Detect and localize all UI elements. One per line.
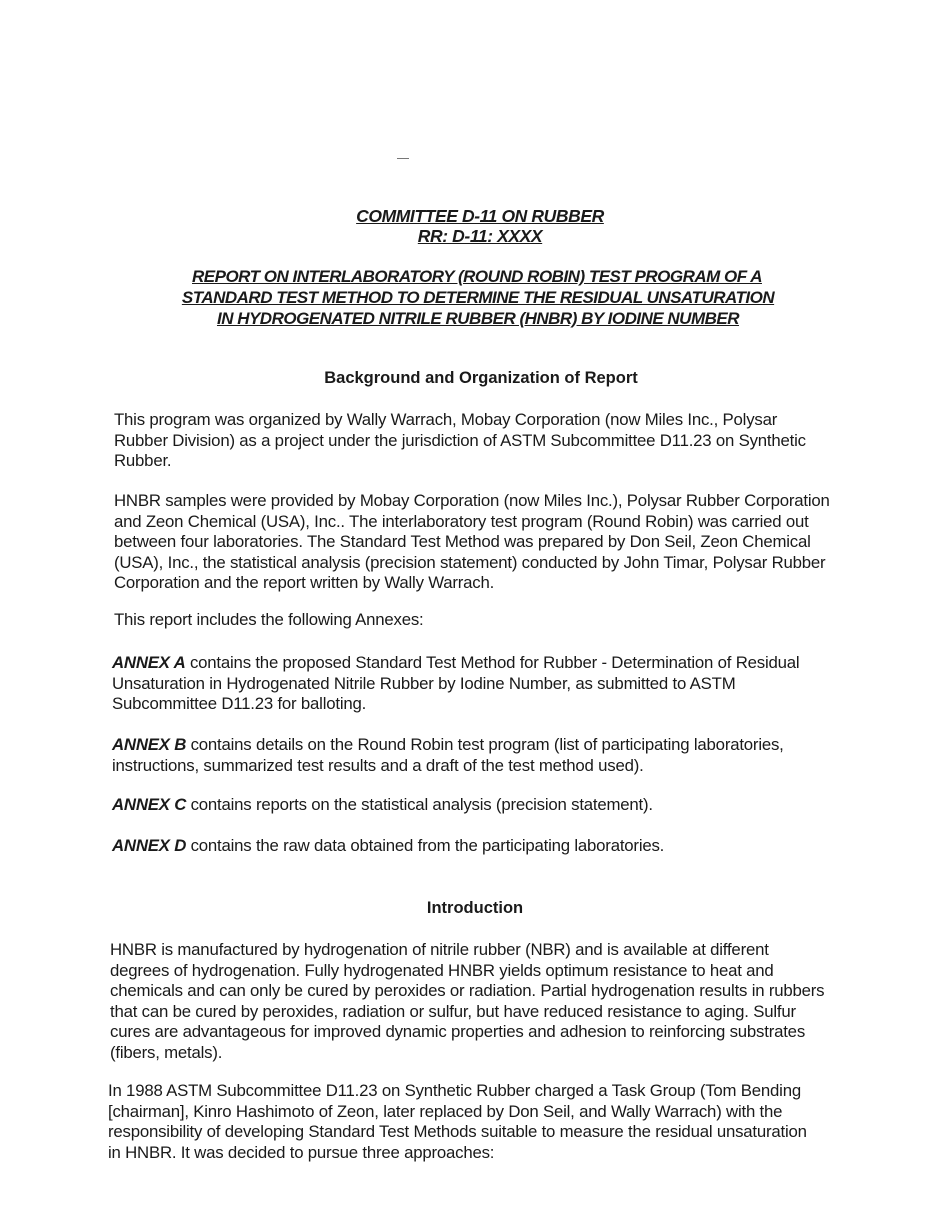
report-number: RR: D-11: XXXX — [417, 226, 543, 246]
introduction-heading: Introduction — [426, 899, 524, 917]
annex-label: ANNEX C — [112, 795, 187, 814]
introduction-paragraph: HNBR is manufactured by hydrogenation of nitrile rubber (NBR) and is available at different degrees of hydrogenation. Fully hydrogenated HNBR yields optimum resistance to heat and chemicals and can only be cured by peroxides or radiation. Partial hydrogenation results in rubbers that can be cured by peroxides, radiation or sulfur, but have reduced resistance to aging. Sulfur cures are advantageous for improved dynamic properties and adhesion to reinforcing substrates (fibers, metals). — [110, 940, 825, 1062]
background-heading: Background and Organization of Report — [324, 369, 638, 387]
annex-b-paragraph — [112, 735, 842, 776]
committee-title: COMMITTEE D-11 ON RUBBER — [356, 206, 604, 226]
annex-text: contains details on the Round Robin test program (list of participating laboratories, instructions, summarized test results and a draft of the test method used). — [112, 735, 784, 775]
report-title-line: IN HYDROGENATED NITRILE RUBBER (HNBR) BY IODINE NUMBER — [216, 309, 740, 328]
annex-label: ANNEX A — [112, 653, 186, 672]
scan-mark — [397, 158, 409, 159]
background-paragraph: HNBR samples were provided by Mobay Corporation (now Miles Inc.), Polysar Rubber Corporation and Zeon Chemical (USA), Inc.. The interlaboratory test program (Round Robin) was carried out between four laboratories. The Standard Test Method was prepared by Don Seil, Zeon Chemical (USA), Inc., the statistical analysis (precision statement) conducted by John Timar, Polysar Rubber Corporation and the report written by Wally Warrach. — [114, 491, 830, 592]
background-paragraph: This program was organized by Wally Warrach, Mobay Corporation (now Miles Inc., Polysar Rubber Division) as a project under the jurisdiction of ASTM Subcommittee D11.23 on Synthetic Rubber. — [114, 410, 806, 470]
annex-label: ANNEX D — [112, 836, 187, 855]
report-title-line: REPORT ON INTERLABORATORY (ROUND ROBIN) TEST PROGRAM OF A — [192, 267, 762, 286]
annex-text: contains the proposed Standard Test Method for Rubber - Determination of Residual Unsaturation in Hydrogenated Nitrile Rubber by Iodine Number, as submitted to ASTM Subcommittee D11.23 for balloting. — [112, 653, 800, 713]
annex-a-paragraph — [112, 653, 812, 715]
report-title-line: STANDARD TEST METHOD TO DETERMINE THE RESIDUAL UNSATURATION — [181, 288, 775, 307]
annex-text: contains the raw data obtained from the participating laboratories. — [186, 836, 665, 855]
annex-d-paragraph — [112, 836, 842, 857]
background-paragraph: This report includes the following Annexes: — [114, 610, 424, 629]
report-title — [0, 266, 950, 329]
introduction-paragraph: In 1988 ASTM Subcommittee D11.23 on Synthetic Rubber charged a Task Group (Tom Bending [chairman], Kinro Hashimoto of Zeon, later replaced by Don Seil, and Wally Warrach) with the responsibility of developing Standard Test Methods suitable to measure the residual unsaturation in HNBR. It was decided to pursue three approaches: — [108, 1081, 807, 1162]
annex-c-paragraph — [112, 795, 842, 816]
annex-text: contains reports on the statistical analysis (precision statement). — [186, 795, 653, 814]
annex-label: ANNEX B — [112, 735, 187, 754]
document-header — [0, 206, 950, 246]
